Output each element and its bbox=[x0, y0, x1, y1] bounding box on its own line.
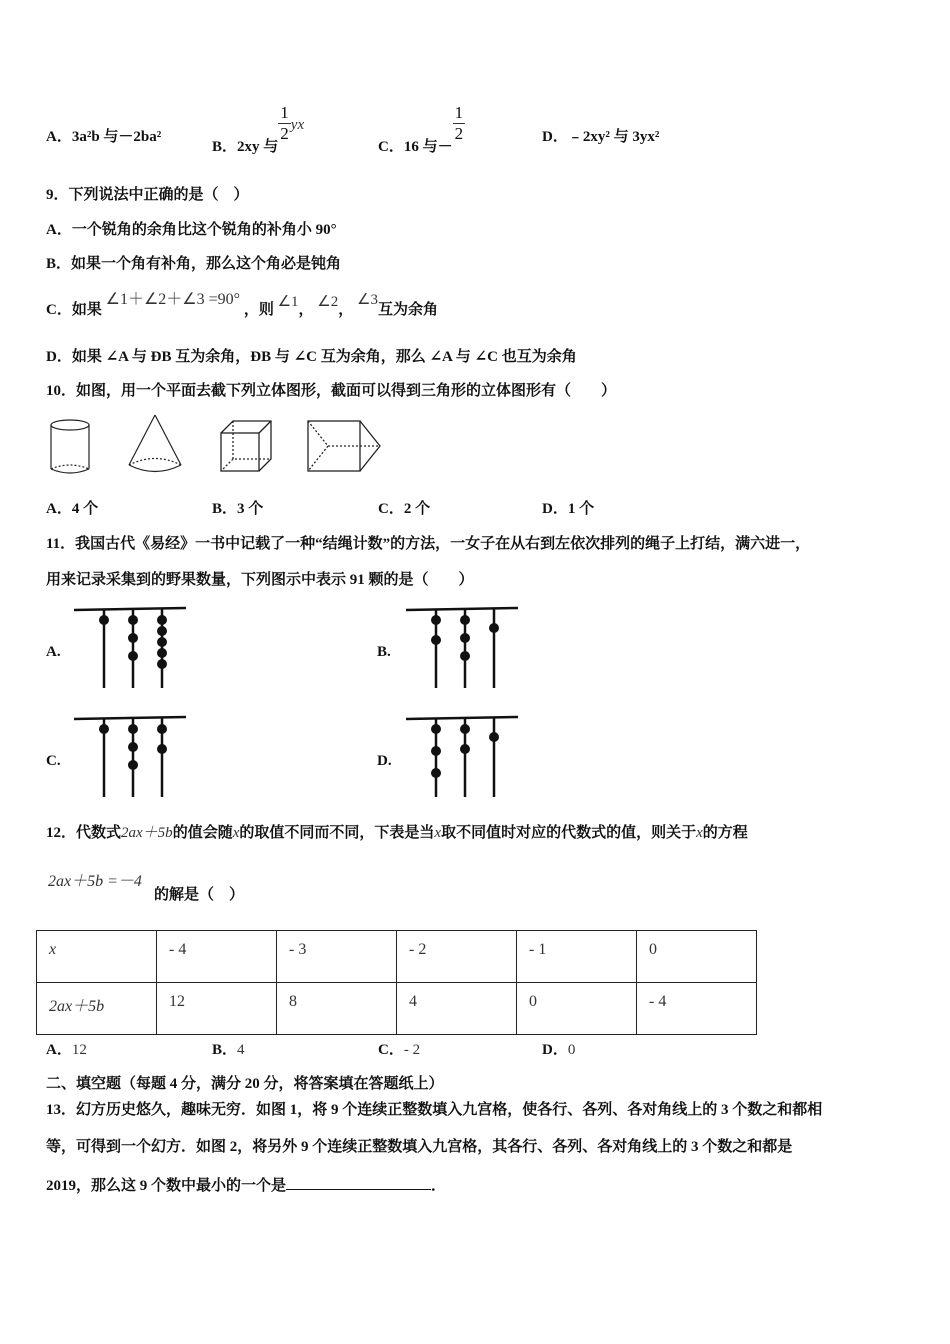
text: 的值会随 bbox=[172, 825, 233, 841]
q11-option-d-label: D. bbox=[377, 753, 392, 769]
math-variable: x bbox=[232, 825, 240, 841]
knot-figure-b bbox=[406, 606, 526, 696]
knot-bead bbox=[99, 615, 109, 625]
knot-bead bbox=[128, 724, 138, 734]
knot-bead bbox=[460, 724, 470, 734]
option-text: ﹣2xy² 与 3yx² bbox=[567, 129, 660, 145]
q12-option-a bbox=[46, 1040, 87, 1060]
prism-figure bbox=[308, 421, 380, 471]
table-cell: - 4 bbox=[637, 983, 757, 1035]
table-cell: 4 bbox=[397, 983, 517, 1035]
option-label: D． bbox=[542, 1042, 568, 1058]
q10-option-a: A．4 个 bbox=[46, 501, 99, 517]
knot-bead bbox=[460, 651, 470, 661]
option-value: 0 bbox=[567, 1042, 576, 1058]
knot-bead bbox=[431, 635, 441, 645]
option-text: 2xy 与 bbox=[237, 138, 279, 155]
knot-bead bbox=[460, 633, 470, 643]
q11-stem-line1: 11．我国古代《易经》一书中记载了一种“结绳计数”的方法，一女子在从右到左依次排列的绳子上打结，满六进一， bbox=[46, 536, 811, 552]
q9-option-a: A．一个锐角的余角比这个锐角的补角小 90° bbox=[46, 222, 337, 238]
knot-bead bbox=[128, 742, 138, 752]
knot-bead bbox=[157, 724, 167, 734]
knot-bead bbox=[489, 732, 499, 742]
option-label: A． bbox=[46, 129, 72, 145]
option-label: B． bbox=[212, 138, 238, 155]
q12-option-c bbox=[378, 1040, 420, 1060]
q12-equation-suffix: 的解是（ ） bbox=[154, 887, 245, 903]
top-rope bbox=[74, 608, 186, 610]
math-variable: x bbox=[434, 825, 442, 841]
q9-option-b: B．如果一个角有补角，那么这个角必是钝角 bbox=[46, 256, 342, 272]
q12-stem bbox=[46, 823, 748, 843]
solid-figures bbox=[40, 405, 400, 480]
text: 互为余角 bbox=[377, 302, 438, 318]
cylinder-figure bbox=[51, 420, 89, 473]
knot-bead bbox=[128, 760, 138, 770]
knot-figure-d bbox=[406, 715, 526, 805]
knot-bead bbox=[157, 615, 167, 625]
option-value: 4 bbox=[237, 1042, 245, 1058]
math-angle: ∠1 bbox=[277, 294, 299, 310]
knot-bead bbox=[431, 615, 441, 625]
option-text: 3a²b 与－2ba² bbox=[71, 129, 162, 145]
text: ，则 bbox=[243, 302, 274, 318]
option-label: D． bbox=[542, 129, 568, 145]
top-rope bbox=[74, 717, 186, 719]
option-text: 16 与－ bbox=[403, 138, 453, 155]
table-cell: - 3 bbox=[277, 931, 397, 983]
knot-bead bbox=[157, 648, 167, 658]
table-row bbox=[37, 983, 757, 1035]
option-label: B． bbox=[212, 1042, 238, 1058]
q12-option-b bbox=[212, 1040, 245, 1060]
text: 2019，那么这 9 个数中最小的一个是 bbox=[46, 1178, 287, 1194]
text: 的取值不同而不同，下表是当 bbox=[239, 825, 435, 841]
text: C．如果 bbox=[46, 302, 102, 318]
knot-bead bbox=[431, 746, 441, 756]
q8-option-d bbox=[542, 127, 659, 147]
value-table bbox=[36, 930, 757, 1035]
denominator: 2 bbox=[280, 124, 289, 143]
text: 12．代数式 bbox=[46, 825, 122, 841]
text: ． bbox=[431, 1178, 447, 1194]
fraction bbox=[453, 103, 466, 144]
knot-figure-a bbox=[74, 606, 194, 696]
table-cell: - 2 bbox=[397, 931, 517, 983]
q12-equation: 2ax＋5b =－4 bbox=[48, 873, 142, 890]
cone-figure bbox=[129, 415, 181, 472]
q9-option-c: C．如果 ∠1＋∠2＋∠3 =90° ，则 ∠1， ∠2， ∠3互为余角 bbox=[46, 291, 438, 318]
q10-stem: 10．如图，用一个平面去截下列立体图形，截面可以得到三角形的立体图形有（ ） bbox=[46, 383, 617, 399]
q12-option-d bbox=[542, 1040, 575, 1060]
cube-figure bbox=[221, 421, 271, 471]
q10-option-c: C．2 个 bbox=[378, 501, 431, 517]
table-cell: 12 bbox=[157, 983, 277, 1035]
knot-bead bbox=[489, 623, 499, 633]
knot-figure-c bbox=[74, 715, 194, 805]
q13-line3 bbox=[46, 1175, 446, 1196]
q9-stem: 9．下列说法中正确的是（ ） bbox=[46, 187, 249, 203]
knot-bead bbox=[128, 615, 138, 625]
numerator: 1 bbox=[280, 103, 289, 122]
knot-bead bbox=[99, 724, 109, 734]
q13-line1: 13．幻方历史悠久，趣味无穷．如图 1，将 9 个连续正整数填入九宫格，使各行、各列、各对角线上的 3 个数之和都相 bbox=[46, 1102, 823, 1118]
text: 取不同值时对应的代数式的值，则关于 bbox=[441, 825, 697, 841]
table-row bbox=[37, 931, 757, 983]
q13-line2: 等，可得到一个幻方．如图 2，将另外 9 个连续正整数填入九宫格，其各行、各列、各对角线上的 3 个数之和都是 bbox=[46, 1139, 793, 1155]
table-cell: x bbox=[37, 931, 157, 983]
knot-bead bbox=[157, 744, 167, 754]
section-heading: 二、填空题（每题 4 分，满分 20 分，将答案填在答题纸上） bbox=[46, 1076, 444, 1092]
table-cell: 8 bbox=[277, 983, 397, 1035]
q11-stem-line2: 用来记录采集到的野果数量，下列图示中表示 91 颗的是（ ） bbox=[46, 572, 474, 588]
knot-bead bbox=[431, 724, 441, 734]
option-value: 12 bbox=[71, 1042, 87, 1058]
math-angle: ∠3 bbox=[357, 292, 378, 308]
top-rope bbox=[406, 717, 518, 719]
math-angle: ∠2 bbox=[317, 294, 339, 310]
numerator: 1 bbox=[454, 103, 464, 122]
answer-blank[interactable] bbox=[286, 1175, 431, 1190]
q8-option-a bbox=[46, 127, 161, 147]
q10-option-d: D．1 个 bbox=[542, 501, 595, 517]
math-variable: x bbox=[696, 825, 703, 841]
knot-bead bbox=[460, 615, 470, 625]
fraction bbox=[278, 103, 291, 144]
table-cell: 2ax＋5b bbox=[37, 983, 157, 1035]
option-label: A． bbox=[46, 1042, 72, 1058]
top-rope bbox=[406, 608, 518, 610]
math-expression: 2ax＋5b bbox=[121, 825, 173, 841]
math-expression: ∠1＋∠2＋∠3 =90° bbox=[105, 291, 241, 308]
q8-option-c bbox=[378, 103, 465, 155]
q9-option-d: D．如果 ∠A 与 ÐB 互为余角，ÐB 与 ∠C 互为余角，那么 ∠A 与 ∠C 也互为余角 bbox=[46, 349, 577, 365]
knot-bead bbox=[128, 651, 138, 661]
denominator: 2 bbox=[454, 124, 464, 143]
table-cell: 0 bbox=[517, 983, 637, 1035]
option-text: yx bbox=[290, 116, 305, 133]
table-cell: - 1 bbox=[517, 931, 637, 983]
table-cell: 0 bbox=[637, 931, 757, 983]
q11-option-c-label: C. bbox=[46, 753, 61, 769]
q11-option-a-label: A. bbox=[46, 644, 61, 660]
q10-option-b: B．3 个 bbox=[212, 501, 264, 517]
option-label: C． bbox=[378, 138, 404, 155]
option-value: - 2 bbox=[403, 1042, 421, 1058]
q11-option-b-label: B. bbox=[377, 644, 391, 660]
knot-bead bbox=[157, 626, 167, 636]
knot-bead bbox=[128, 633, 138, 643]
option-label: C． bbox=[378, 1042, 404, 1058]
table-cell: - 4 bbox=[157, 931, 277, 983]
q8-option-b bbox=[212, 103, 305, 155]
text: 的方程 bbox=[702, 825, 748, 841]
knot-bead bbox=[460, 744, 470, 754]
knot-bead bbox=[157, 637, 167, 647]
knot-bead bbox=[157, 659, 167, 669]
knot-bead bbox=[431, 768, 441, 778]
